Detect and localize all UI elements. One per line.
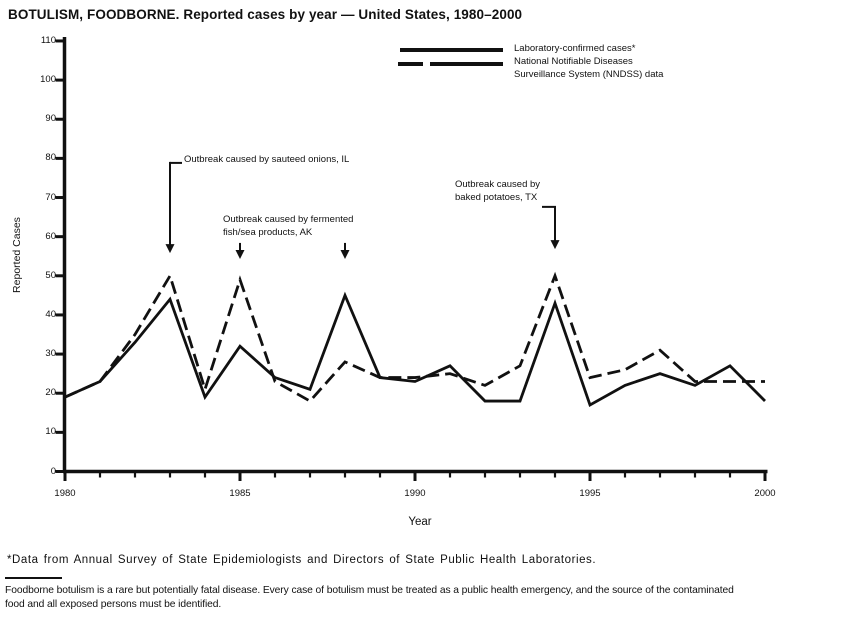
y-tick-label: 40 [45, 308, 56, 320]
footnote-asterisk: *Data from Annual Survey of State Epidemiologists and Directors of State Public Health Laboratories. [7, 554, 597, 566]
annotation-text: Outbreak caused by sauteed onions, IL [184, 154, 350, 165]
footnote-paragraph-line2: food and all exposed persons must be identified. [5, 598, 222, 610]
y-tick-label: 70 [45, 191, 56, 203]
annotation-arrowhead-fish [236, 250, 245, 259]
annotation-text: Outbreak caused by fermented [223, 214, 354, 225]
y-tick-label: 80 [45, 152, 56, 164]
legend-label-nndss [514, 56, 663, 81]
y-tick-label: 10 [45, 426, 56, 438]
annotation-text: Outbreak caused by [455, 179, 541, 190]
legend-nndss-line1: National Notifiable Diseases [514, 56, 633, 67]
footnote-paragraph-line1: Foodborne botulism is a rare but potentially fatal disease. Every case of botulism must be treated as a public health emergency, and the source of the contaminated [5, 585, 734, 596]
footnote-divider [5, 577, 62, 579]
footnote-paragraph [5, 584, 861, 611]
y-tick-label: 60 [45, 230, 56, 242]
x-tick-label: 2000 [754, 488, 776, 499]
x-axis-label: Year [408, 516, 432, 528]
x-tick-label: 1985 [229, 488, 251, 499]
annotation-text: fish/sea products, AK [223, 226, 313, 238]
y-tick-label: 90 [45, 113, 56, 125]
chart-title: BOTULISM, FOODBORNE. Reported cases by year — United States, 1980–2000 [8, 7, 523, 22]
annotation-text: baked potatoes, TX [455, 191, 538, 203]
annotation-arrow-potatoes [542, 207, 555, 241]
y-tick-label: 100 [40, 74, 56, 86]
legend-label-lab-confirmed: Laboratory-confirmed cases* [514, 43, 636, 54]
y-tick-label: 0 [50, 465, 56, 477]
annotation-sauteed-onions [184, 154, 349, 167]
y-tick-label: 50 [45, 269, 56, 281]
x-tick-label: 1980 [54, 488, 76, 499]
annotation-arrowhead-onions [166, 244, 175, 253]
x-tick-label: 1990 [404, 488, 426, 499]
annotation-arrowhead-fish [341, 250, 350, 259]
y-axis-label: Reported Cases [11, 217, 23, 293]
y-tick-label: 110 [40, 34, 56, 46]
y-tick-label: 20 [45, 387, 56, 399]
legend-nndss-line2: Surveillance System (NNDSS) data [514, 68, 664, 80]
annotation-fermented-fish [223, 214, 353, 239]
y-tick-label: 30 [45, 348, 56, 360]
x-tick-label: 1995 [579, 488, 601, 499]
annotation-baked-potatoes [455, 179, 540, 204]
annotation-arrowhead-potatoes [551, 240, 560, 249]
